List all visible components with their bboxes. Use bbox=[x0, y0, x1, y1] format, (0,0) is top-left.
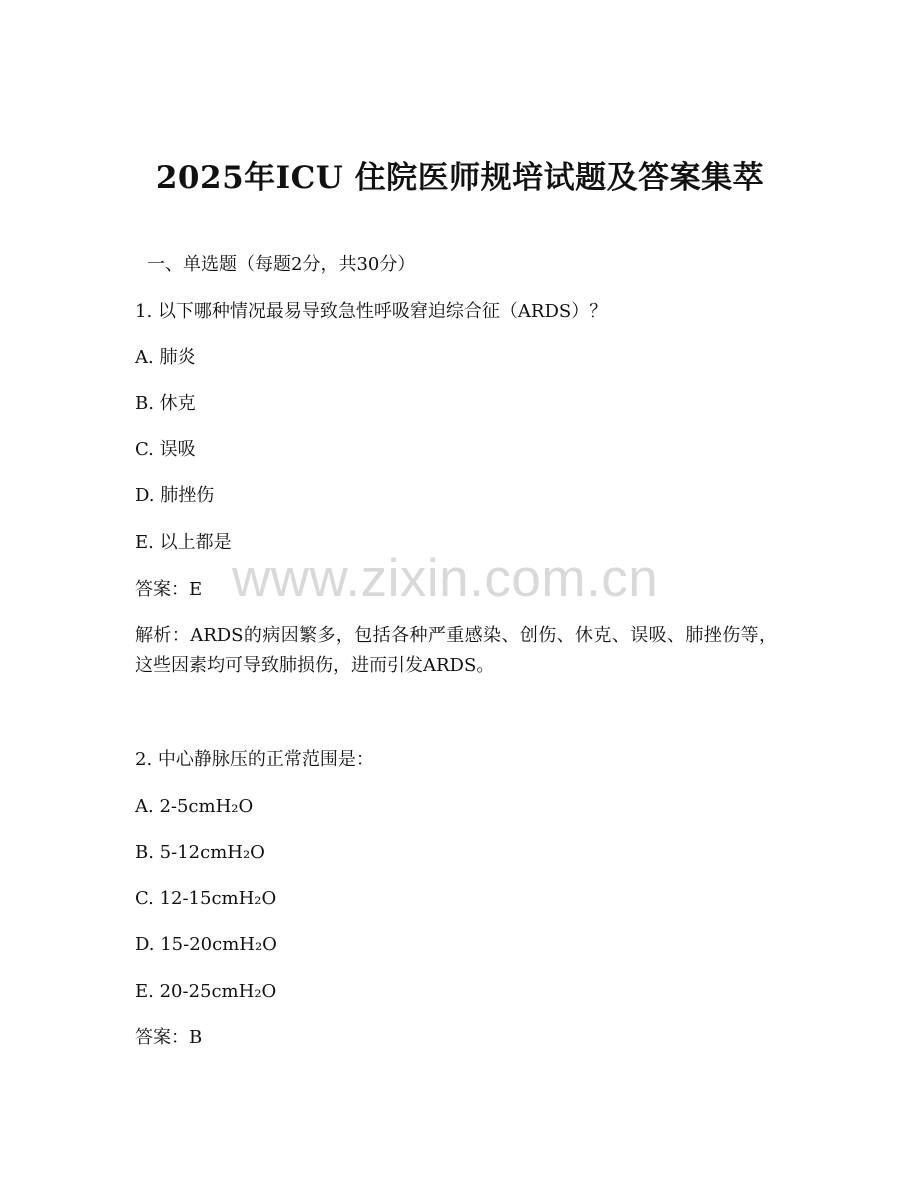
question-1-option-b: B. 休克 bbox=[135, 393, 196, 414]
question-1-option-c: C. 误吸 bbox=[135, 439, 196, 460]
watermark: www.zixin.com.cn bbox=[232, 549, 659, 608]
question-1-answer: 答案：E bbox=[135, 579, 203, 600]
page-title: 2025年ICU 住院医师规培试题及答案集萃 bbox=[155, 160, 765, 196]
question-2-option-a: A. 2-5cmH₂O bbox=[135, 796, 254, 817]
question-1-option-d: D. 肺挫伤 bbox=[135, 485, 215, 506]
question-1-option-a: A. 肺炎 bbox=[135, 347, 196, 368]
question-2-option-e: E. 20-25cmH₂O bbox=[135, 981, 277, 1002]
question-2-option-c: C. 12-15cmH₂O bbox=[135, 888, 277, 909]
question-2-stem: 2. 中心静脉压的正常范围是： bbox=[135, 749, 374, 770]
question-1-stem: 1. 以下哪种情况最易导致急性呼吸窘迫综合征（ARDS）？ bbox=[135, 301, 608, 322]
question-1-analysis: 解析：ARDS的病因繁多，包括各种严重感染、创伤、休克、误吸、肺挫伤等，这些因素均可导致肺损伤，进而引发ARDS。 bbox=[135, 625, 777, 676]
question-2-answer: 答案：B bbox=[135, 1027, 203, 1048]
question-1-option-e: E. 以上都是 bbox=[135, 532, 232, 553]
question-2-option-b: B. 5-12cmH₂O bbox=[135, 842, 265, 863]
section-heading: 一、单选题（每题2分，共30分） bbox=[147, 254, 416, 275]
question-2-option-d: D. 15-20cmH₂O bbox=[135, 934, 277, 955]
